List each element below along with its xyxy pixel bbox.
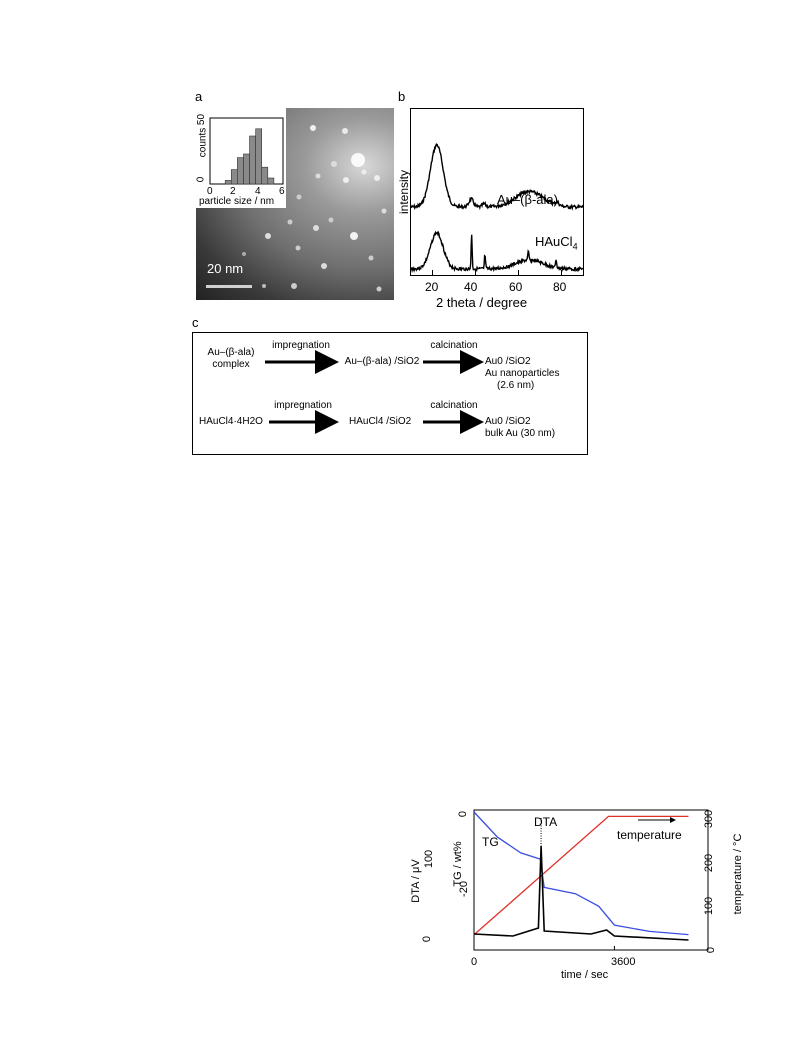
hist-xlabel: particle size / nm <box>199 196 275 207</box>
xrd-trace2-label <box>535 234 578 252</box>
row2-step2: calcination <box>430 400 478 411</box>
xrd-ylabel: intensity <box>397 169 411 215</box>
hist-ytick-0: 0 <box>195 176 207 183</box>
temp-tick-200: 200 <box>703 853 716 873</box>
hist-bar <box>268 178 274 184</box>
tg-xlabel: time / sec <box>561 969 609 981</box>
row2-step1: impregnation <box>274 400 332 411</box>
xrd-xlabel: 2 theta / degree <box>436 295 528 310</box>
hist-bar <box>225 180 231 184</box>
hist-xtick-2: 2 <box>230 186 236 197</box>
scale-bar-label: 20 nm <box>207 261 244 276</box>
panel-a-letter: a <box>195 89 203 104</box>
xrd-xtick-40: 40 <box>464 280 478 294</box>
hist-bar <box>256 129 262 184</box>
tg-tick-0: 0 <box>457 810 470 818</box>
hist-ylabel: counts <box>197 127 209 158</box>
tg-curve-label: TG <box>482 835 499 849</box>
row1-end-line2: Au nanoparticles <box>485 368 560 379</box>
xrd-trace2-sub: 4 <box>572 241 578 252</box>
hist-xtick-0: 0 <box>207 186 213 197</box>
hist-bar <box>237 158 243 184</box>
tg-ylabel: TG / wt% <box>452 841 464 887</box>
hist-bar <box>231 170 237 184</box>
panel-c-letter: c <box>192 315 199 330</box>
dta-curve-label: DTA <box>534 815 558 829</box>
panel-b-letter: b <box>398 89 406 104</box>
row1-start <box>201 347 261 371</box>
row1-start-line1: Au–(β-ala) <box>207 347 255 358</box>
xrd-trace2-main: HAuCl <box>535 234 573 249</box>
hist-bar <box>250 136 256 184</box>
row2-mid: HAuCl4 /SiO2 <box>349 416 412 427</box>
tg-tick-m20: -20 <box>457 881 470 897</box>
temp-ylabel: temperature / °C <box>732 833 744 915</box>
hist-ytick-50: 50 <box>196 113 208 126</box>
dta-tick-0: 0 <box>421 935 434 943</box>
hist-xtick-4: 4 <box>255 186 261 197</box>
temp-tick-100: 100 <box>703 896 716 916</box>
hist-bar <box>262 167 268 184</box>
row2-start: HAuCl4·4H2O <box>199 416 263 427</box>
dta-tick-100: 100 <box>423 849 436 869</box>
hist-bar <box>243 154 249 184</box>
row2-end-line2: bulk Au (30 nm) <box>485 428 556 439</box>
temperature-arrow-head <box>670 817 676 823</box>
row1-end-line1: Au0 /SiO2 <box>485 356 531 367</box>
dta-ylabel: DTA / μV <box>410 859 422 903</box>
xrd-plot-frame <box>410 108 584 276</box>
temp-tick-300: 300 <box>703 809 716 829</box>
row1-end-line3: (2.6 nm) <box>497 380 535 391</box>
row1-step2: calcination <box>430 340 478 351</box>
hist-xtick-6: 6 <box>279 186 285 197</box>
row1-step1: impregnation <box>272 340 330 351</box>
row1-start-line2: complex <box>212 359 250 370</box>
tg-xtick-3600: 3600 <box>611 956 636 968</box>
dta-curve <box>474 846 689 940</box>
temp-tick-0: 0 <box>705 946 718 954</box>
temperature-curve-label: temperature <box>617 828 682 842</box>
xrd-xtick-80: 80 <box>553 280 567 294</box>
xrd-trace1-label: Au–(β-ala) <box>497 192 558 207</box>
xrd-xtick-20: 20 <box>425 280 439 294</box>
row1-mid: Au–(β-ala) /SiO2 <box>344 356 420 367</box>
synthesis-scheme <box>192 332 588 455</box>
tg-xtick-0: 0 <box>471 956 478 968</box>
row2-end <box>485 416 555 440</box>
row2-end-line1: Au0 /SiO2 <box>485 416 531 427</box>
row1-end <box>485 356 560 392</box>
xrd-xtick-60: 60 <box>509 280 523 294</box>
